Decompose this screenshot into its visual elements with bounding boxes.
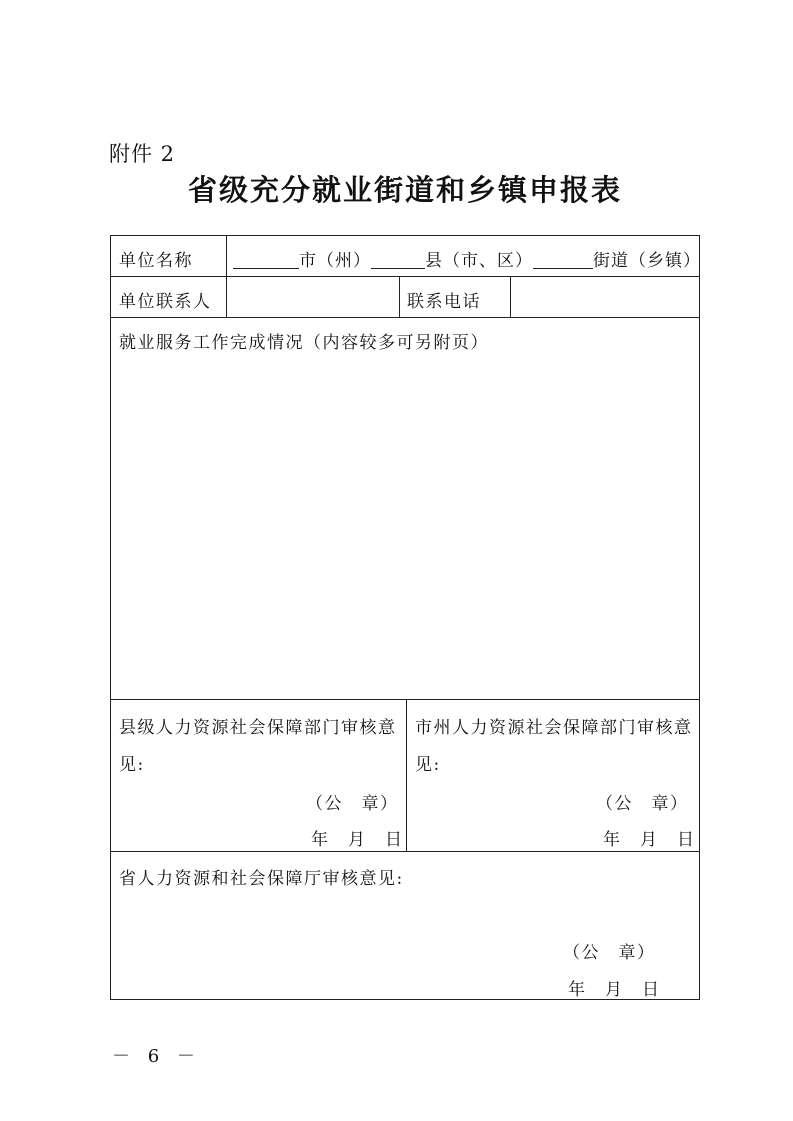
contact-phone-field[interactable] [512,278,698,316]
city-review-label: 市州人力资源社会保障部门审核意 [415,718,693,738]
contact-phone-label: 联系电话 [407,292,481,312]
column-divider [510,276,511,317]
column-divider [399,276,400,317]
city-review-label-cont: 见: [415,755,441,775]
row-divider [111,276,699,277]
county-seal-label: （公 章） [306,794,399,814]
county-blank[interactable] [371,251,425,269]
county-suffix: 县（市、区） [425,251,533,271]
attachment-label: 附件 2 [109,142,176,166]
column-divider [226,236,227,317]
county-review-label-cont: 见: [119,755,145,775]
city-date-label: 年 月 日 [603,830,696,850]
work-status-area[interactable] [113,356,697,696]
row-divider [111,317,699,318]
page-number: － 6 － [112,1046,201,1067]
contact-person-field[interactable] [228,278,398,316]
province-date-label: 年 月 日 [568,980,661,1000]
unit-name-field[interactable] [233,246,701,271]
street-blank[interactable] [533,251,593,269]
application-form-table [110,235,700,1000]
province-seal-label: （公 章） [563,943,656,963]
city-blank[interactable] [233,251,299,269]
work-status-label: 就业服务工作完成情况（内容较多可另附页） [119,333,489,353]
unit-name-label: 单位名称 [119,251,193,271]
street-suffix: 街道（乡镇） [593,251,701,271]
row-divider [111,699,699,700]
province-review-label: 省人力资源和社会保障厅审核意见: [119,869,404,889]
form-title: 省级充分就业街道和乡镇申报表 [187,173,622,207]
county-review-label: 县级人力资源社会保障部门审核意 [119,718,397,738]
contact-person-label: 单位联系人 [119,292,212,312]
row-divider [111,851,699,852]
county-date-label: 年 月 日 [311,830,404,850]
city-suffix: 市（州） [299,251,371,271]
city-seal-label: （公 章） [596,794,689,814]
column-divider [406,699,407,851]
